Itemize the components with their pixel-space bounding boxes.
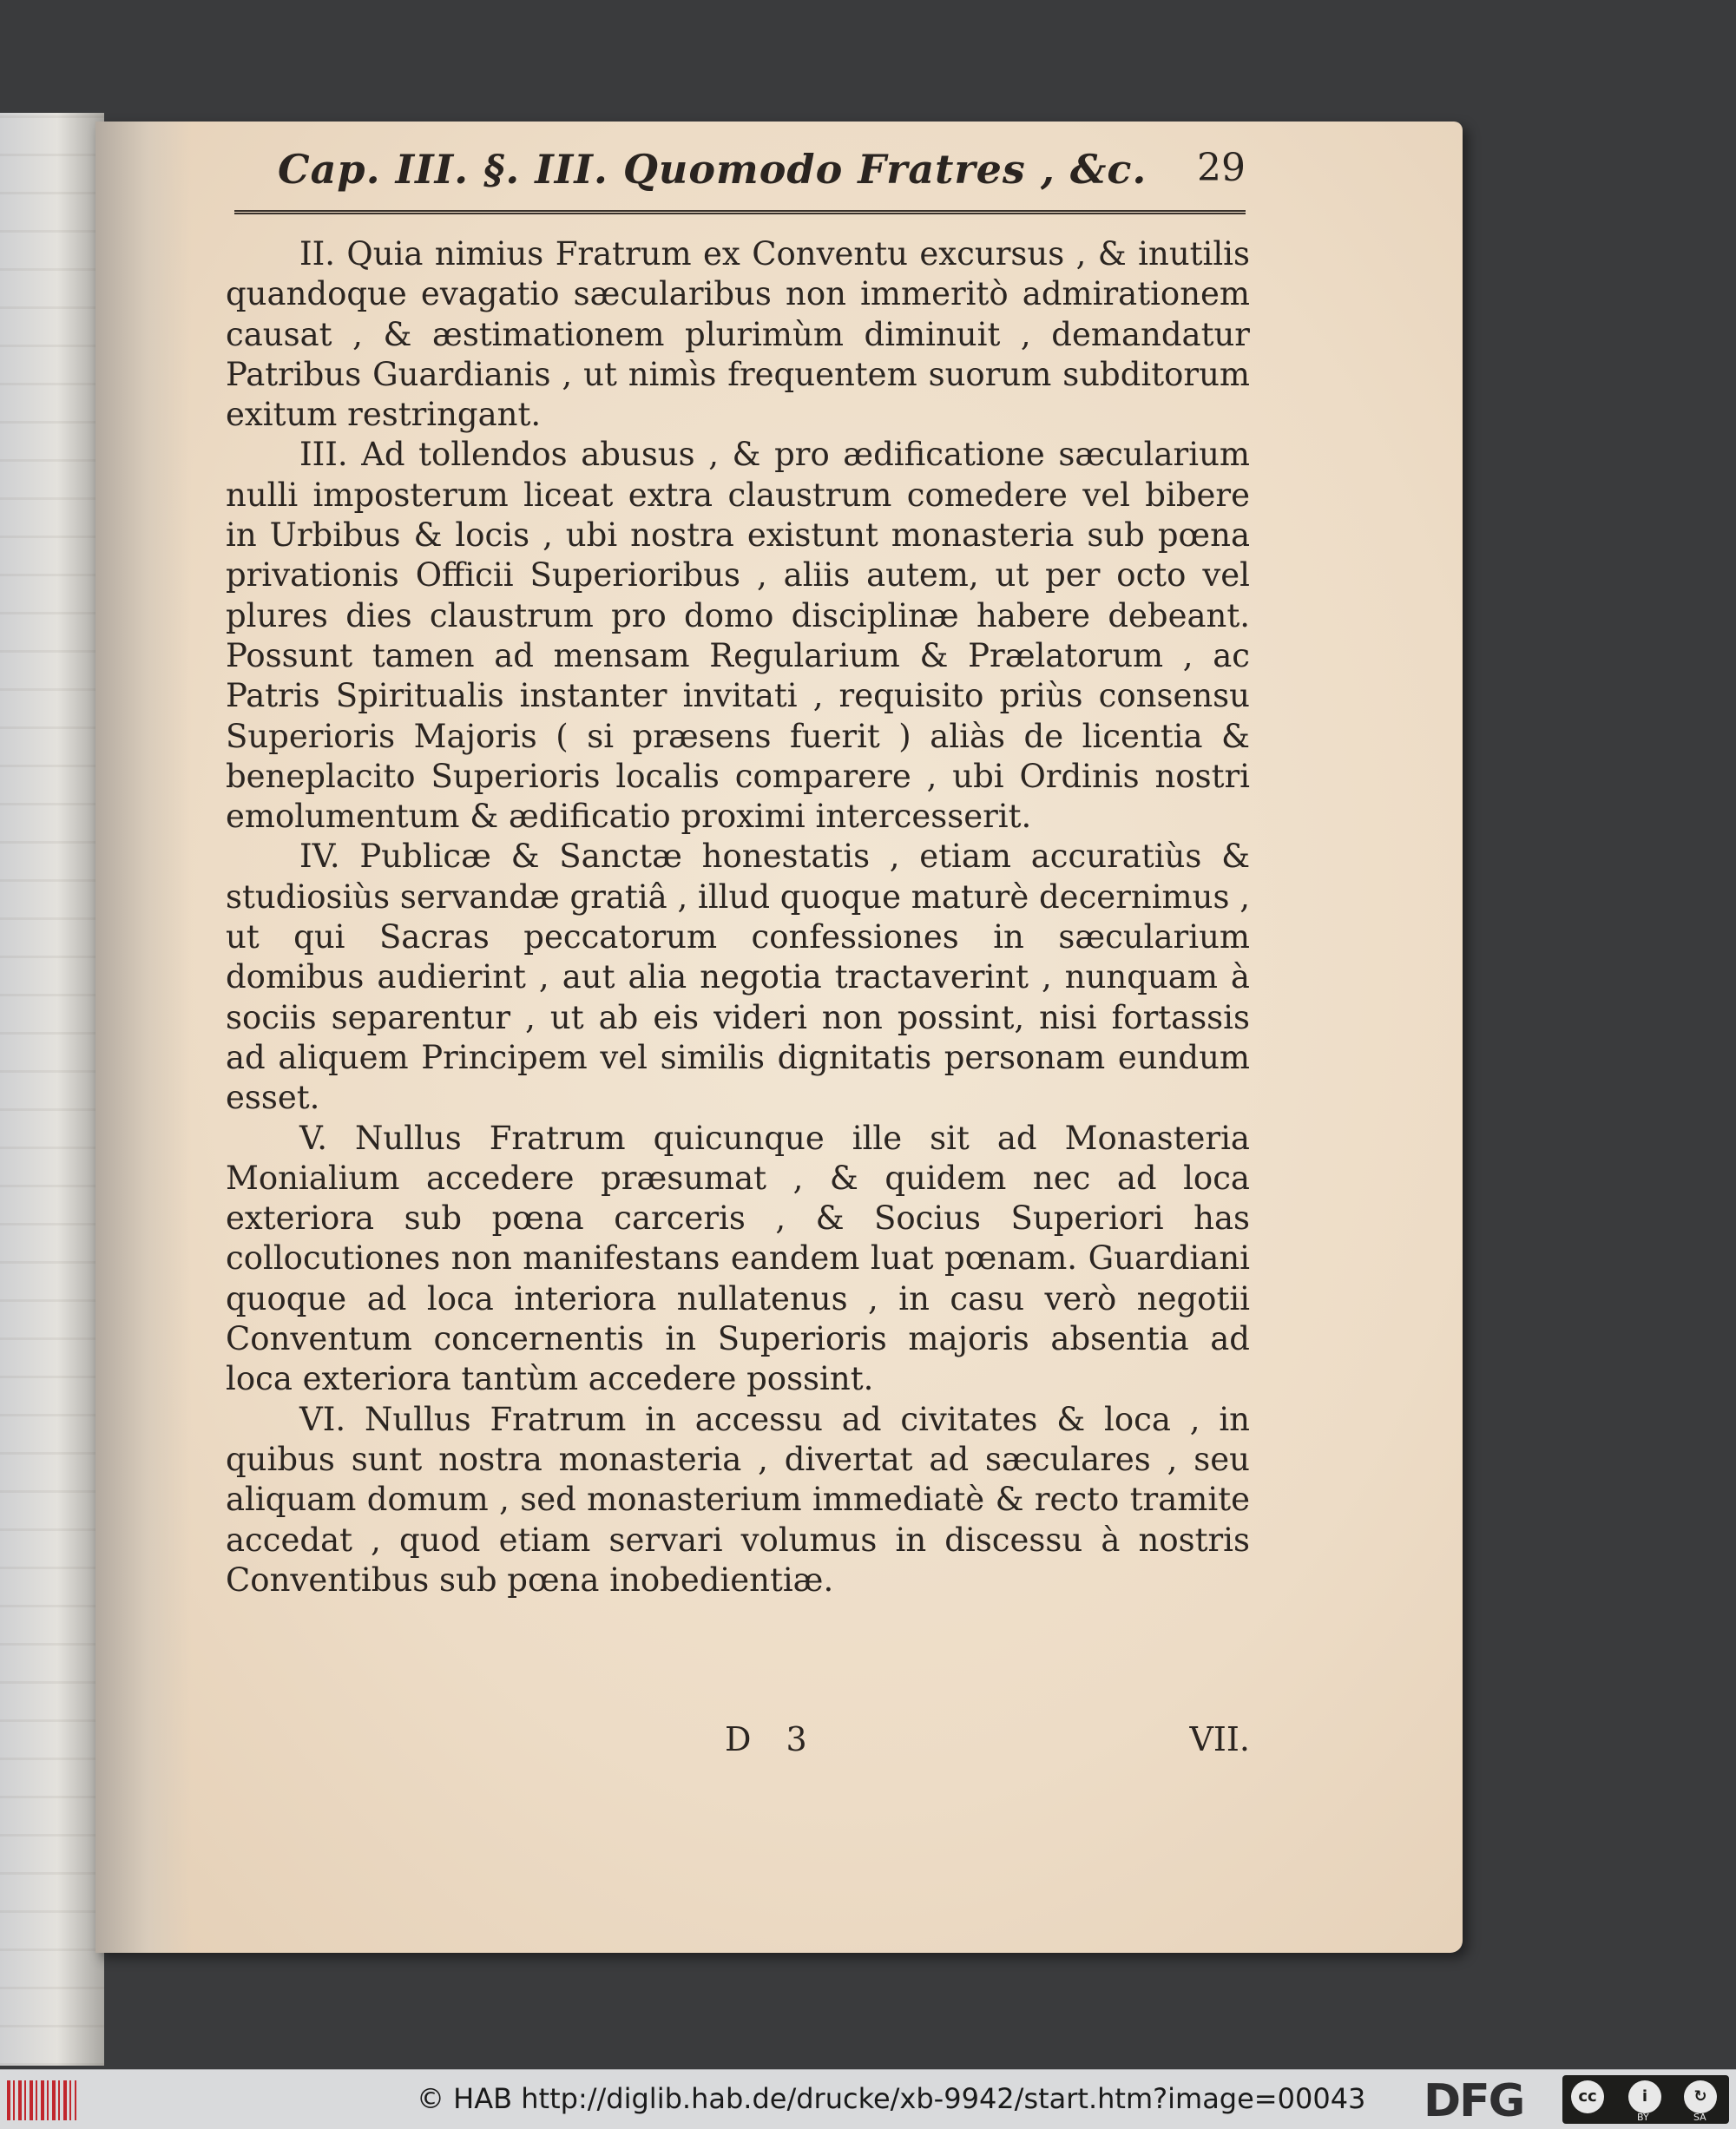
main-text — [226, 234, 1250, 1600]
page-footer — [226, 1720, 1250, 1764]
source-credit[interactable]: © HAB http://diglib.hab.de/drucke/xb-9942/start.htm?image=00043 — [417, 2082, 1366, 2115]
paragraph-vi: VI. Nullus Fratrum in accessu ad civitates & loca , in quibus sunt nostra monasteria , divertat ad sæculares , seu aliquam domum , sed monasterium immediatè & recto tramite accedat , quod etiam servari volumus in discessu à nostris Conventibus sub pœna inobedientiæ. — [226, 1400, 1250, 1599]
page-gutter — [95, 122, 191, 1953]
barcode-icon — [7, 2080, 76, 2120]
paragraph-ii: II. Quia nimius Fratrum ex Conventu excursus , & inutilis quandoque evagatio sæcularibus non immeritò admirationem causat , & æstimationem plurimùm diminuit , demandatur Patribus Guardianis , ut nimìs frequentem suorum subditorum exitum restringant. — [226, 235, 1250, 434]
page-header — [278, 146, 1246, 198]
header-rule — [234, 210, 1246, 214]
cc-icon: cc — [1571, 2080, 1604, 2113]
by-icon: i — [1628, 2080, 1661, 2113]
catchword: VII. — [1189, 1720, 1250, 1758]
viewer-bottom-bar — [0, 2069, 1736, 2129]
cc-license-badge[interactable] — [1562, 2075, 1729, 2124]
by-label: BY — [1637, 2112, 1649, 2123]
paragraph-iii: III. Ad tollendos abusus , & pro ædificatione sæcularium nulli imposterum liceat extra claustrum comedere vel bibere in Urbibus & locis , ubi nostra existunt monasteria sub pœna privationis Officii Superioribus , aliis autem, ut per octo vel plures dies claustrum pro domo disciplinæ habere debeant. Possunt tamen ad mensam Regularium & Prælatorum , ac Patris Spiritualis instanter invitati , requisito priùs consensu Superioris Majoris ( si præsens fuerit ) aliàs de licentia & beneplacito Superioris localis comparere , ubi Ordinis nostri emolumentum & ædificatio proximi intercesserit. — [226, 436, 1250, 836]
paragraph-iv: IV. Publicæ & Sanctæ honestatis , etiam accuratiùs & studiosiùs servandæ gratiâ , illud quoque maturè decernimus , ut qui Sacras peccatorum confessiones in sæcularium domibus audierint , aut alia negotia tractaverint , nunquam à sociis separentur , ut ab eis videri non possint, nisi fortassis ad aliquem Principem vel similis dignitatis personam eundum esset. — [226, 838, 1250, 1117]
sa-label: SA — [1693, 2112, 1706, 2123]
dfg-logo: DFG — [1424, 2075, 1524, 2127]
signature-mark: D 3 — [725, 1720, 819, 1758]
paragraph-v: V. Nullus Fratrum quicunque ille sit ad Monasteria Monialium accedere præsumat , & quidem nec ad loca exteriora sub pœna carceris , & Socius Superiori has collocutiones non manifestans eandem luat pœnam. Guardiani quoque ad loca interiora nullatenus , in casu verò negotii Conventum concernentis in Superioris majoris absentia ad loca exteriora tantùm accedere possint. — [226, 1119, 1250, 1398]
sa-icon: ↻ — [1684, 2080, 1717, 2113]
running-head: Cap. III. §. III. Quomodo Fratres , &c. — [278, 146, 1147, 193]
adjacent-page-edge — [0, 113, 104, 2066]
page-number: 29 — [1197, 146, 1246, 190]
